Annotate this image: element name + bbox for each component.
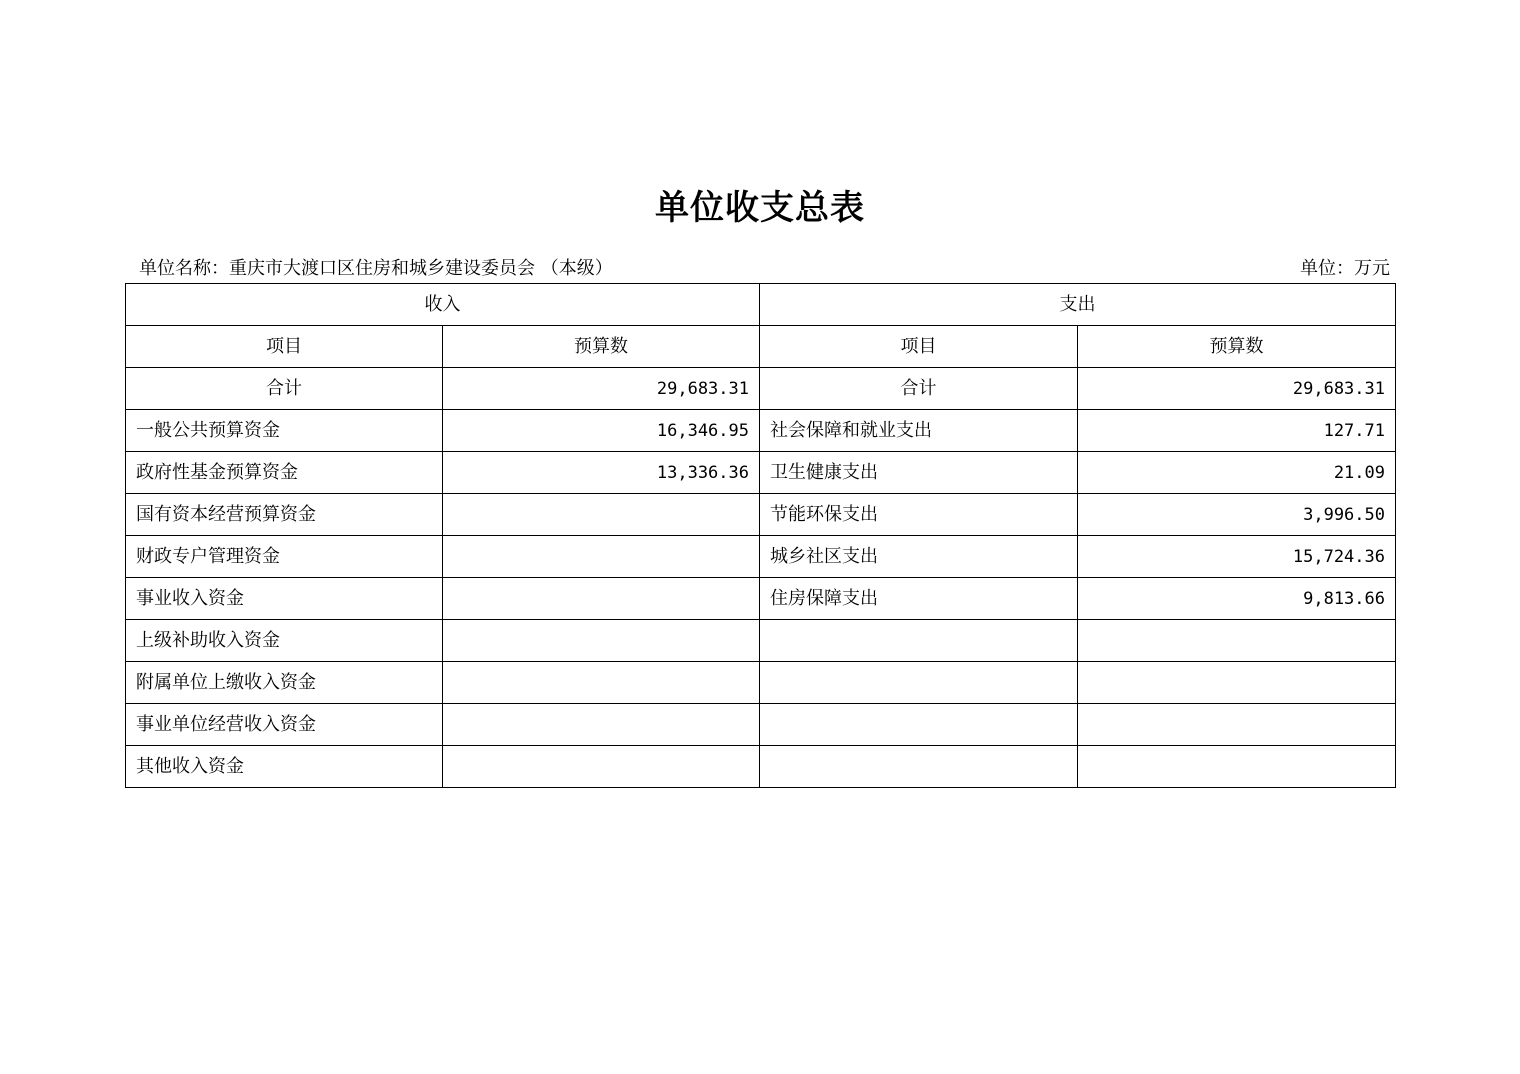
expense-amount-cell: 9,813.66 (1078, 578, 1396, 620)
sub-header-row (126, 326, 1396, 368)
table-row (126, 746, 1396, 788)
budget-summary-table (125, 283, 1396, 788)
income-item-cell: 国有资本经营预算资金 (126, 494, 443, 536)
income-item-cell: 上级补助收入资金 (126, 620, 443, 662)
expense-amount-cell (1078, 620, 1396, 662)
income-total-value: 29,683.31 (443, 368, 760, 410)
table-row (126, 704, 1396, 746)
expense-item-cell: 卫生健康支出 (760, 452, 1078, 494)
income-item-cell: 事业单位经营收入资金 (126, 704, 443, 746)
expense-item-cell (760, 662, 1078, 704)
income-item-cell: 政府性基金预算资金 (126, 452, 443, 494)
income-amount-cell (443, 536, 760, 578)
page-title: 单位收支总表 (655, 188, 865, 228)
table-row (126, 452, 1396, 494)
income-amount-cell: 16,346.95 (443, 410, 760, 452)
income-item-cell: 事业收入资金 (126, 578, 443, 620)
expense-total-value: 29,683.31 (1078, 368, 1396, 410)
expense-amount-cell: 21.09 (1078, 452, 1396, 494)
expense-item-header: 项目 (760, 326, 1078, 368)
table-row (126, 662, 1396, 704)
unit-label: 单位：万元 (1300, 258, 1390, 279)
expense-item-cell (760, 704, 1078, 746)
income-item-cell: 附属单位上缴收入资金 (126, 662, 443, 704)
income-amount-cell (443, 704, 760, 746)
income-item-header: 项目 (126, 326, 443, 368)
expense-amount-cell (1078, 704, 1396, 746)
expense-amount-cell (1078, 662, 1396, 704)
expense-amount-header: 预算数 (1078, 326, 1396, 368)
expense-amount-cell: 3,996.50 (1078, 494, 1396, 536)
income-total-label: 合计 (126, 368, 443, 410)
expense-item-cell (760, 620, 1078, 662)
expense-total-label: 合计 (760, 368, 1078, 410)
expense-item-cell: 城乡社区支出 (760, 536, 1078, 578)
income-amount-cell (443, 620, 760, 662)
total-row (126, 368, 1396, 410)
income-item-cell: 其他收入资金 (126, 746, 443, 788)
table-row (126, 410, 1396, 452)
expense-item-cell: 节能环保支出 (760, 494, 1078, 536)
group-header-row (126, 284, 1396, 326)
income-amount-cell (443, 494, 760, 536)
expense-amount-cell: 127.71 (1078, 410, 1396, 452)
table-row (126, 578, 1396, 620)
table-row (126, 536, 1396, 578)
expense-item-cell (760, 746, 1078, 788)
expense-group-header: 支出 (760, 284, 1396, 326)
income-amount-cell: 13,336.36 (443, 452, 760, 494)
income-amount-cell (443, 578, 760, 620)
income-item-cell: 财政专户管理资金 (126, 536, 443, 578)
income-group-header: 收入 (126, 284, 760, 326)
unit-name: 单位名称：重庆市大渡口区住房和城乡建设委员会 （本级） (139, 258, 613, 279)
expense-item-cell: 住房保障支出 (760, 578, 1078, 620)
table-row (126, 620, 1396, 662)
table-row (126, 494, 1396, 536)
income-amount-cell (443, 746, 760, 788)
expense-amount-cell (1078, 746, 1396, 788)
income-amount-header: 预算数 (443, 326, 760, 368)
expense-amount-cell: 15,724.36 (1078, 536, 1396, 578)
income-item-cell: 一般公共预算资金 (126, 410, 443, 452)
expense-item-cell: 社会保障和就业支出 (760, 410, 1078, 452)
income-amount-cell (443, 662, 760, 704)
